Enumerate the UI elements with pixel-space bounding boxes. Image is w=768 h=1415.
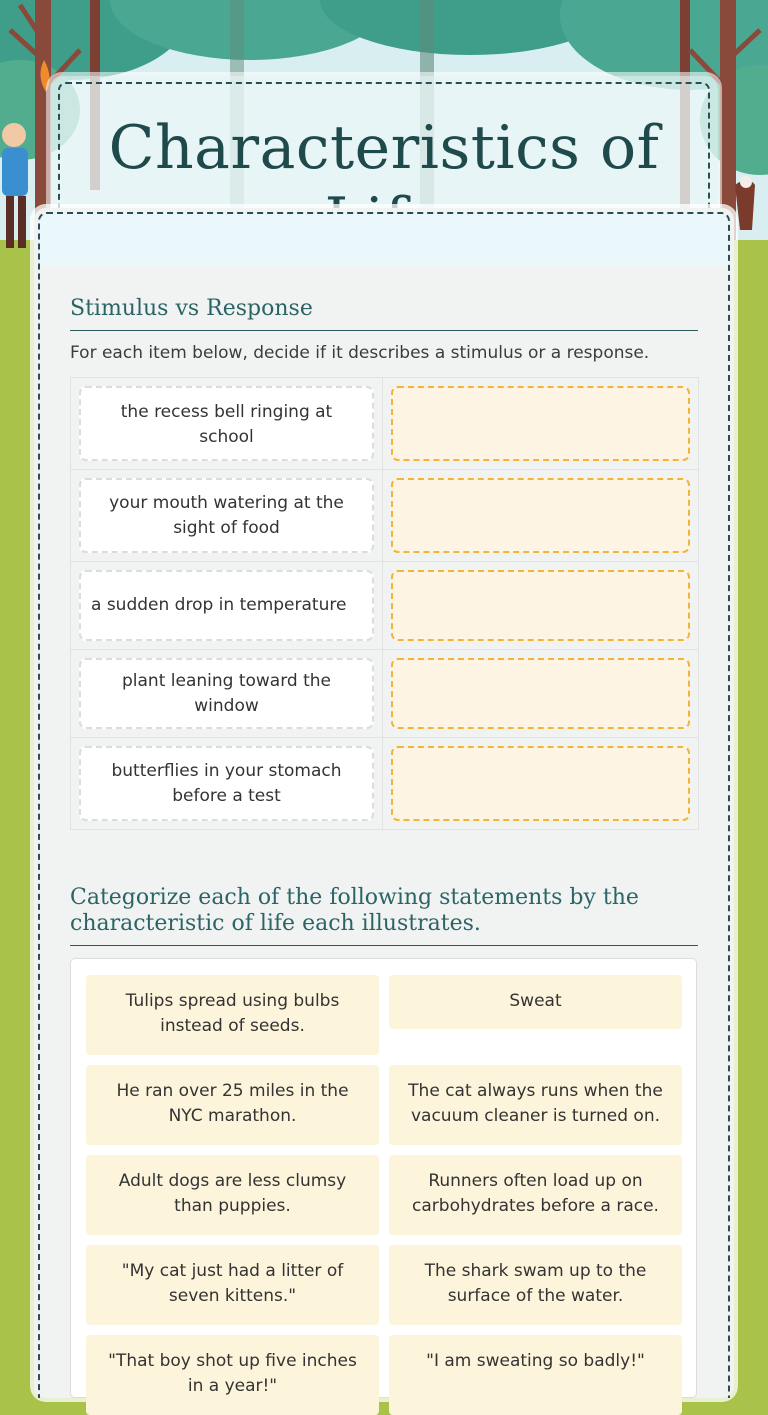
answer-drop-zone[interactable] xyxy=(391,570,690,641)
prompt-card[interactable]: the recess bell ringing at school xyxy=(79,386,374,461)
answer-drop-zone[interactable] xyxy=(391,386,690,461)
section-title-categorize: Categorize each of the following statements by the characteristic of life each illustrates. xyxy=(70,885,698,946)
table-row xyxy=(71,470,698,562)
page-title: Characteristics of xyxy=(108,113,660,183)
draggable-statement[interactable]: Tulips spread using bulbs instead of seeds. xyxy=(86,975,379,1055)
draggable-statement[interactable]: "My cat just had a litter of seven kittens." xyxy=(86,1245,379,1325)
draggable-statement[interactable]: Sweat xyxy=(389,975,682,1029)
draggable-statement[interactable]: "I am sweating so badly!" xyxy=(389,1335,682,1415)
section-instructions: For each item below, decide if it describes a stimulus or a response. xyxy=(70,343,650,363)
answer-drop-zone[interactable] xyxy=(391,478,690,553)
table-row xyxy=(71,378,698,470)
prompt-card[interactable]: butterflies in your stomach before a test xyxy=(79,746,374,821)
answer-drop-zone[interactable] xyxy=(391,658,690,729)
title-card xyxy=(50,76,718,226)
answer-drop-zone[interactable] xyxy=(391,746,690,821)
table-row xyxy=(71,650,698,738)
draggable-statement[interactable]: Runners often load up on carbohydrates before a race. xyxy=(389,1155,682,1235)
draggable-statement[interactable]: "That boy shot up five inches in a year!" xyxy=(86,1335,379,1415)
prompt-card[interactable]: plant leaning toward the window xyxy=(79,658,374,729)
table-row xyxy=(71,738,698,829)
prompt-card[interactable]: a sudden drop in temperature xyxy=(79,570,374,641)
stimulus-response-table xyxy=(70,377,699,830)
section-title-stimulus: Stimulus vs Response xyxy=(70,296,698,331)
prompt-card[interactable]: your mouth watering at the sight of food xyxy=(79,478,374,553)
draggable-statement[interactable]: The cat always runs when the vacuum cleaner is turned on. xyxy=(389,1065,682,1145)
draggable-statement[interactable]: The shark swam up to the surface of the water. xyxy=(389,1245,682,1325)
table-row xyxy=(71,562,698,650)
categorize-item-bank xyxy=(70,958,697,1398)
draggable-statement[interactable]: He ran over 25 miles in the NYC marathon. xyxy=(86,1065,379,1145)
draggable-statement[interactable]: Adult dogs are less clumsy than puppies. xyxy=(86,1155,379,1235)
